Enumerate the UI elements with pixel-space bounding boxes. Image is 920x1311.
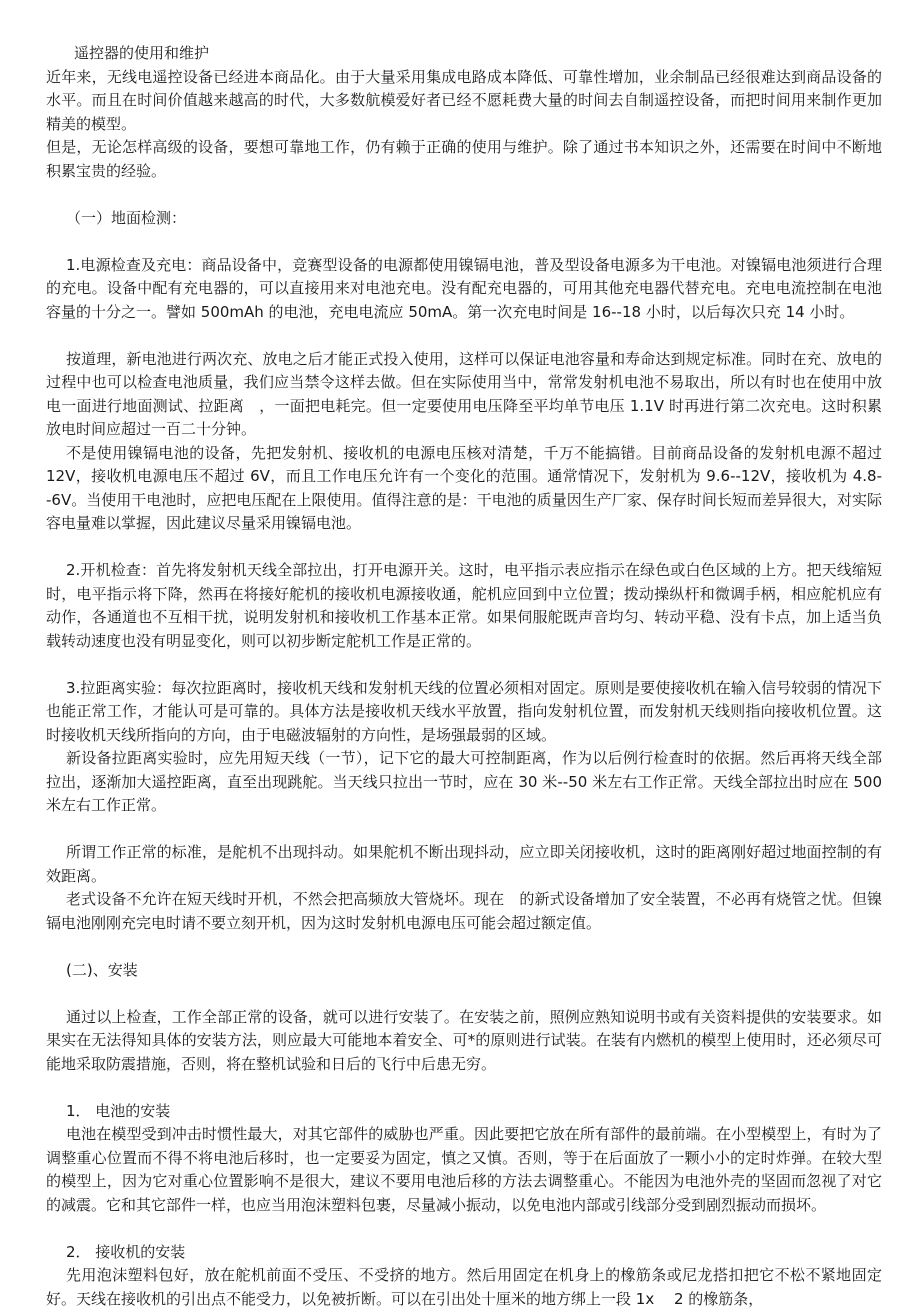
section1-paragraph: 3.拉距离实验：每次拉距离时，接收机天线和发射机天线的位置必须相对固定。原则是要使接收机在输入信号较弱的情况下也能正常工作，才能认可是可靠的。具体方法是接收机天线水平放置，指向发射机位置，而发射机天线则指向接收机位置。这时接收机天线所指向的方向，由于电磁波辐射的方向性，是场强最弱的区域。 [46,678,882,744]
section1-paragraph: 新设备拉距离实验时，应先用短天线（一节），记下它的最大可控制距离，作为以后例行检查时的依据。然后再将天线全部拉出，逐渐加大遥控距离，直至出现跳舵。当天线只拉出一节时，应在 30 米--50 米左右工作正常。天线全部拉出时应在 500 米左右工作正常。 [46,749,882,814]
receiver-install-text: 先用泡沫塑料包好，放在舵机前面不受压、不受挤的地方。然后用固定在机身上的橡筋条或尼龙搭扣把它不松不紧地固定好。天线在接收机的引出点不能受力，以免被折断。可以在引出处十厘米的地方绑上一段 1x 2 的橡筋条， [46,1266,882,1308]
section2-paragraph: 通过以上检查，工作全部正常的设备，就可以进行安装了。在安装之前，照例应熟知说明书或有关资料提供的安装要求。如果实在无法得知具体的安装方法，则应最大可能地本着安全、可*的原则进行试装。在装有内燃机的模型上使用时，还必须尽可能地采取防震措施，否则，将在整机试验和日后的飞行中后患无穷。 [46,1007,882,1073]
section2-heading: (二)、安装 [66,960,138,979]
page-title: 遥控器的使用和维护 [74,44,210,62]
section1-paragraph: 1.电源检查及充电：商品设备中，竞赛型设备的电源都使用镍镉电池，普及型设备电源多为干电池。对镍镉电池须进行合理的充电。设备中配有充电器的，可以直接用来对电池充电。没有配充电器的，可用其他充电器代替充电。充电电流控制在电池容量的十分之一。譬如 500mAh 的电池，充电电流应 50mA。第一次充电时间是 16--18 小时，以后每次只充 14 小时。 [46,255,882,321]
battery-install-heading: 1． 电池的安装 [66,1101,171,1120]
section1-paragraph: 老式设备不允许在短天线时开机，不然会把高频放大管烧坏。现在 的新式设备增加了安全装置，不必再有烧管之忧。但镍镉电池刚刚充完电时请不要立刻开机，因为这时发射机电源电压可能会超过额定值。 [46,890,882,932]
section1-heading: （一）地面检测： [66,208,187,227]
section1-paragraph: 所谓工作正常的标准，是舵机不出现抖动。如果舵机不断出现抖动，应立即关闭接收机，这时的距离刚好超过地面控制的有效距离。 [46,843,882,885]
receiver-install-heading: 2． 接收机的安装 [66,1242,186,1261]
intro-paragraph-2: 但是，无论怎样高级的设备，要想可靠地工作，仍有赖于正确的使用与维护。除了通过书本知识之外，还需要在时间中不断地积累宝贵的经验。 [46,138,882,180]
section1-paragraph: 2.开机检查：首先将发射机天线全部拉出，打开电源开关。这时，电平指示表应指示在绿色或白色区域的上方。把天线缩短时，电平指示将下降，然再在将接好舵机的接收机电源接收通，舵机应回到中立位置；拨动操纵杆和微调手柄，相应舵机应有动作，各通道也不互相干扰，说明发射机和接收机工作基本正常。如果伺服舵既声音均匀、转动平稳、没有卡点，加上适当负载转动速度也没有明显变化，则可以初步断定舵机工作是正常的。 [46,561,882,650]
intro-paragraph-1: 近年来，无线电遥控设备已经进本商品化。由于大量采用集成电路成本降低、可靠性增加，业余制品已经很难达到商品设备的水平。而且在时间价值越来越高的时代，大多数航模爱好者已经不愿耗费大量的时间去自制遥控设备，而把时间用来制作更加精美的模型。 [46,67,882,133]
battery-install-text: 电池在模型受到冲击时惯性最大，对其它部件的威胁也严重。因此要把它放在所有部件的最前端。在小型模型上，有时为了调整重心位置而不得不将电池后移时，也一定要妥为固定，慎之又慎。否则，等于在后面放了一颗小小的定时炸弹。在较大型的模型上，因为它对重心位置影响不是很大，建议不要用电池后移的方法去调整重心。不能因为电池外壳的坚固而忽视了对它的减震。它和其它部件一样，也应当用泡沫塑料包裹，尽量减小振动，以免电池内部或引线部分受到剧烈振动而损坏。 [46,1125,882,1214]
document-body [46,42,882,1311]
section1-paragraph: 按道理，新电池进行两次充、放电之后才能正式投入使用，这样可以保证电池容量和寿命达到规定标准。同时在充、放电的过程中也可以检查电池质量，我们应当禁令这样去做。但在实际使用当中，常常发射机电池不易取出，所以有时也在使用中放电一面进行地面测试、拉距离 ，一面把电耗完。但一定要使用电压降至平均单节电压 1.1V 时再进行第二次充电。这时积累放电时间应超过一百二十分钟。 [46,349,882,438]
section1-paragraph: 不是使用镍镉电池的设备，先把发射机、接收机的电源电压核对清楚，千万不能搞错。目前商品设备的发射机电源不超过 12V，接收机电源电压不超过 6V，而且工作电压允许有一个变化的范围。通常情况下，发射机为 9.6--12V，接收机为 4.8--6V。当使用干电池时，应把电压配在上限使用。值得注意的是：干电池的质量因生产厂家、保存时间长短而差异很大，对实际容电量难以掌握，因此建议尽量采用镍镉电池。 [46,443,882,532]
